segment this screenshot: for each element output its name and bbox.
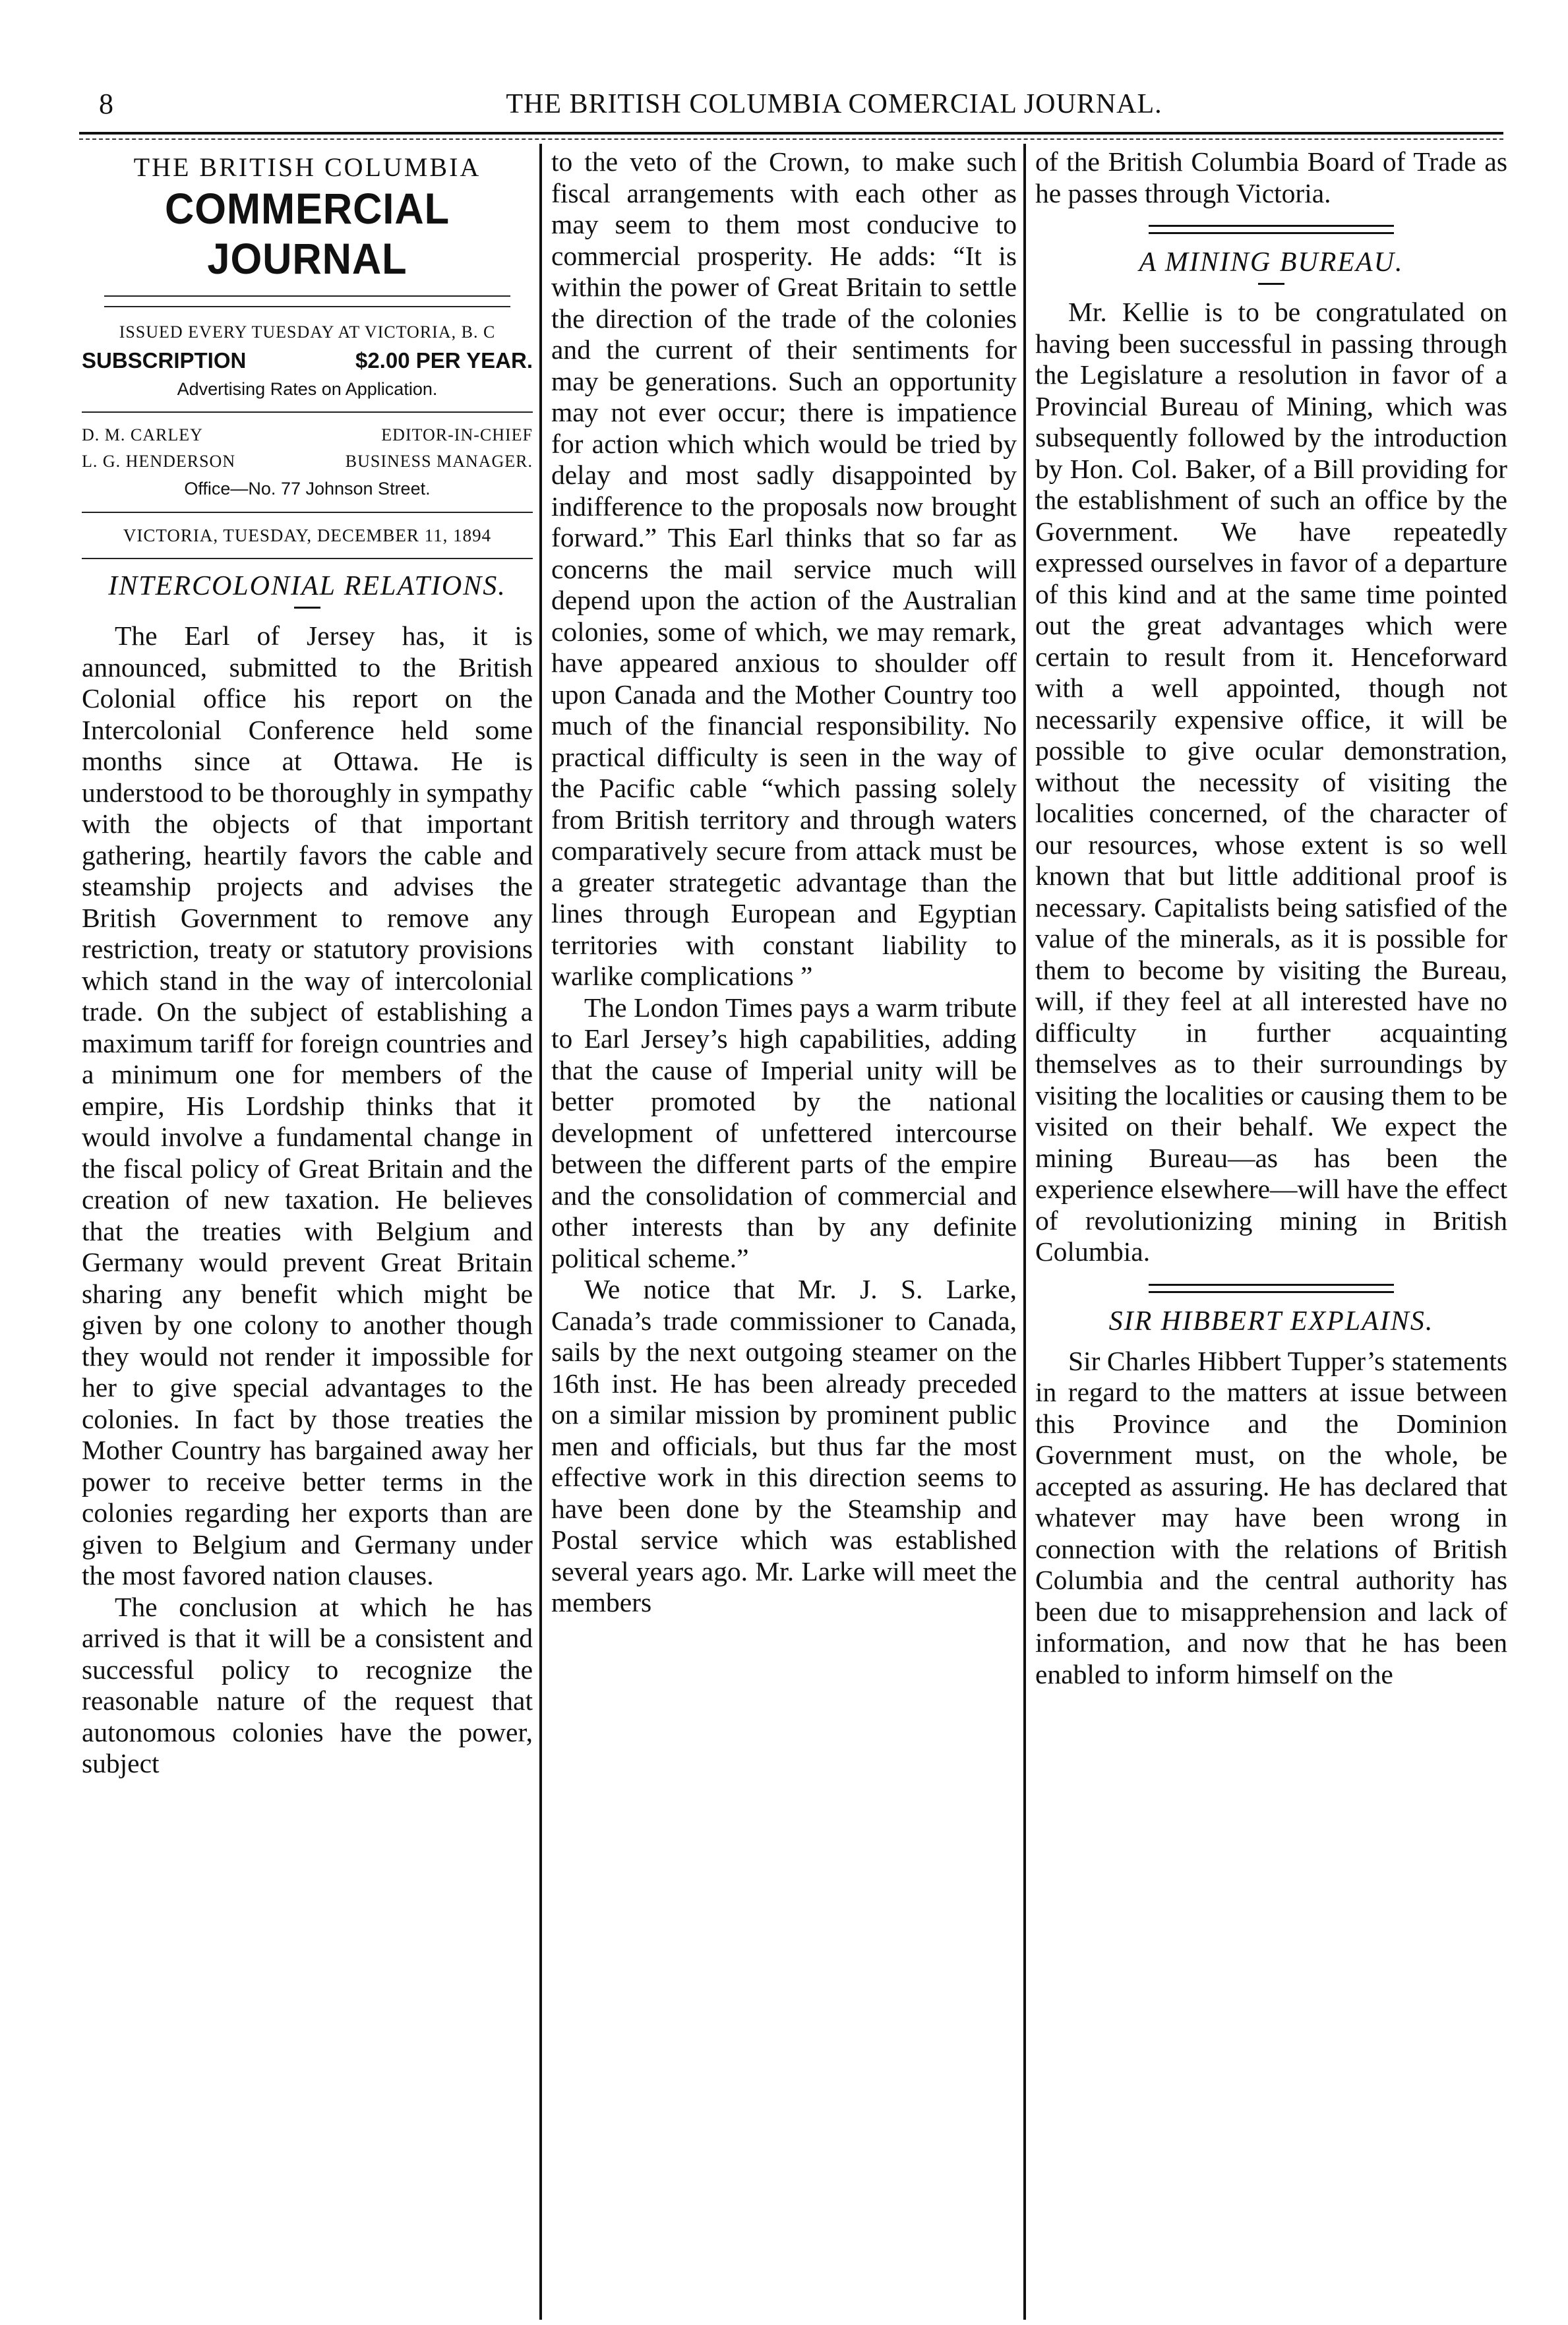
staff-line [82, 448, 533, 475]
article-headline: SIR HIBBERT EXPLAINS. [1108, 1306, 1434, 1337]
masthead-title-main: COMMERCIAL JOURNAL [164, 184, 450, 283]
headline-dash [1258, 283, 1284, 285]
divider [82, 512, 533, 513]
subscription-label: SUBSCRIPTION [82, 348, 247, 373]
staff-role: BUSINESS MANAGER. [345, 452, 533, 471]
masthead-subscription [82, 346, 533, 376]
staff-role: EDITOR-IN-CHIEF [381, 425, 533, 444]
article-paragraph: Mr. Kellie is to be congratulated on having been successful in passing through the Legislature a resolution in favor of a Provincial Bureau of Mining, which was subsequently followed by the introduction by Hon. Col. Baker, of a Bill providing for the establishment of such an office by the Government. We have repeatedly expressed ourselves in favor of a departure of this kind and at the same time pointed out the great advantages which were certain to result from it. Henceforward with a well appointed, though not necessarily expensive office, it will be possible to give ocular demonstration, without the necessity of visiting the localities concerned, of the character of our resources, whose extent is so well known that but little additional proof is necessary. Capitalists being satisfied of the value of the minerals, as it is possible for them to become by visiting the Bureau, will, if they feel at all interested have no difficulty in further acquainting themselves as to their surroundings by visiting the localities or causing them to be visited on their behalf. We expect the mining Bureau—as has been the experience elsewhere—will have the effect of revolutionizing mining in British Columbia. [1035, 297, 1507, 1267]
masthead-ornament-rule [104, 295, 510, 307]
masthead-title-top: THE BRITISH COLUMBIA [133, 152, 481, 182]
masthead-office: Office—No. 77 Johnson Street. [184, 479, 431, 498]
article-paragraph: We notice that Mr. J. S. Larke, Canada’s trade commissioner to Canada, sails by the next outgoing steamer on the 16th inst. He has been already preceded on a similar mission by prominent public men and officials, but thus far the most effective work in this direction seems to have been done by the Steamship and Postal service which was established several years ago. Mr. Larke will meet the members [551, 1274, 1017, 1617]
masthead-issued: ISSUED EVERY TUESDAY AT VICTORIA, B. C [119, 322, 496, 342]
divider [82, 558, 533, 559]
article-paragraph: The London Times pays a warm tribute to Earl Jersey’s high capabilities, adding that the cause of Imperial unity will be better promoted by the national development of unfettered intercourse between the different parts of the empire and the consolidation of commercial and other interests than by any definite political scheme.” [551, 992, 1017, 1273]
article-paragraph: of the British Columbia Board of Trade as he passes through Victoria. [1035, 146, 1507, 208]
subscription-price: $2.00 PER YEAR. [355, 348, 533, 373]
divider [82, 411, 533, 413]
dateline: VICTORIA, TUESDAY, DECEMBER 11, 1894 [123, 526, 492, 545]
column-1 [82, 146, 533, 2316]
section-rule [1149, 1284, 1394, 1293]
column-divider [1023, 144, 1026, 2320]
article-paragraph: Sir Charles Hibbert Tupper’s statements in regard to the matters at issue between this Province and the Dominion Government must, on the whole, be accepted as assuring. He has declared that whatever may have been wrong in connection with the relations of British Columbia and the central authority has been due to misapprehension and lack of information, and now that he has been enabled to inform himself on the [1035, 1345, 1507, 1689]
page-header [99, 84, 1490, 124]
column-3 [1035, 146, 1507, 2316]
staff-name: L. G. HENDERSON [82, 452, 236, 471]
column-divider [539, 144, 542, 2320]
masthead-advertising: Advertising Rates on Application. [177, 379, 438, 399]
page-number: 8 [99, 88, 113, 120]
article-paragraph: to the veto of the Crown, to make such fiscal arrangements with each other as may seem to them most conducive to commercial prosperity. He adds: “It is within the power of Great Britain to settle the direction of the trade of the colonies and the current of their sentiments for may be generations. Such an opportunity may not ever occur; there is impatience for action which which would be tried by delay and most sadly disappointed by indifference to the proposals now brought forward.” This Earl thinks that so far as concerns the mail service much will depend upon the action of the Australian colonies, some of which, we may remark, have appeared anxious to shoulder off upon Canada and the Mother Country too much of the financial responsibility. No practical difficulty is seen in the way of the Pacific cable “which passing solely from British territory and through waters comparatively secure from attack must be a greater strategetic advantage than the lines through European and Egyptian territories with constant liability to warlike complications ” [551, 146, 1017, 991]
staff-name: D. M. CARLEY [82, 425, 203, 444]
article-paragraph: The Earl of Jersey has, it is announced, submitted to the British Colonial office his report on the Intercolonial Conference held some months since at Ottawa. He is understood to be thoroughly in sympathy with the objects of that important gathering, heartily favors the cable and steamship projects and advises the British Government to remove any restriction, treaty or statutory provisions which stand in the way of intercolonial trade. On the subject of establishing a maximum tariff for foreign countries and a minimum one for members of the empire, His Lordship thinks that it would involve a fundamental change in the fiscal policy of Great Britain and the creation of new taxation. He believes that the treaties with Belgium and Germany would prevent Great Britain sharing any benefit which might be given by one colony to another though they would not render it impossible for her to give special advantages to the colonies. In fact by those treaties the Mother Country has bargained away her power to receive better terms in the colonies regarding her exports than are given to Belgium and Germany under the most favored nation clauses. [82, 620, 533, 1590]
section-rule [1149, 225, 1394, 234]
header-rule [79, 132, 1503, 140]
article-paragraph: The conclusion at which he has arrived is that it will be a consistent and successful policy to recognize the reasonable nature of the request that autonomous colonies have the power, subject [82, 1591, 533, 1778]
headline-dash [294, 607, 320, 609]
article-headline: A MINING BUREAU. [1139, 247, 1404, 278]
article-headline: INTERCOLONIAL RELATIONS. [108, 571, 506, 601]
column-2 [551, 146, 1017, 2316]
staff-line [82, 422, 533, 448]
running-head: THE BRITISH COLUMBIA COMERCIAL JOURNAL. [506, 89, 1162, 119]
